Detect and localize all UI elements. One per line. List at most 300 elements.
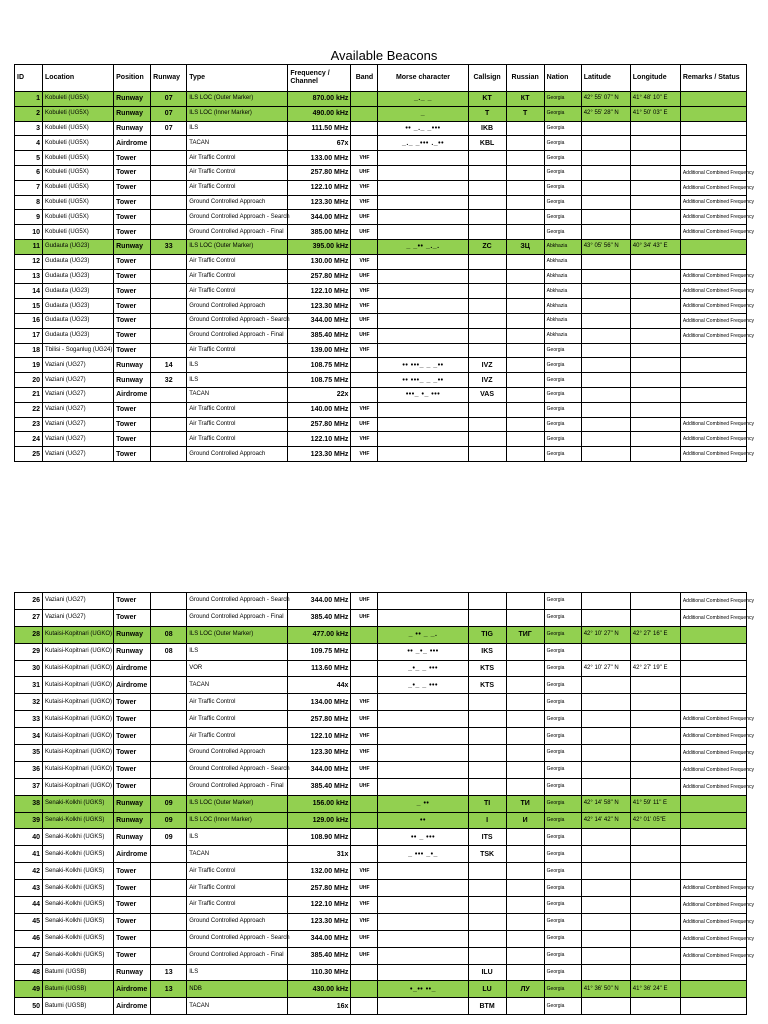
cell-type: TACAN — [187, 136, 288, 151]
cell-remarks: Additional Combined Frequency — [680, 225, 746, 240]
cell-location: Gudauta (UG23) — [43, 328, 114, 343]
cell-id: 50 — [15, 998, 43, 1015]
cell-remarks — [680, 343, 746, 358]
cell-frequency: 122.10 MHz — [288, 284, 351, 299]
column-header-runway: Runway — [151, 65, 187, 92]
cell-russian — [506, 151, 544, 166]
cell-russian — [506, 609, 544, 626]
table-row — [15, 745, 747, 762]
cell-latitude — [581, 761, 630, 778]
table-row — [15, 947, 747, 964]
cell-nation: Abkhazia — [544, 269, 581, 284]
cell-morse — [378, 913, 468, 930]
cell-id: 40 — [15, 829, 43, 846]
cell-russian — [506, 964, 544, 981]
cell-morse — [378, 728, 468, 745]
cell-nation: Georgia — [544, 964, 581, 981]
cell-nation: Georgia — [544, 846, 581, 863]
cell-position: Tower — [114, 778, 151, 795]
cell-band: VHF — [351, 254, 378, 269]
cell-latitude: 42° 55' 28" N — [581, 106, 630, 121]
cell-remarks: Additional Combined Frequency — [680, 417, 746, 432]
cell-band — [351, 136, 378, 151]
table-row — [15, 328, 747, 343]
cell-russian — [506, 677, 544, 694]
cell-position: Tower — [114, 694, 151, 711]
cell-longitude — [630, 728, 680, 745]
cell-russian — [506, 343, 544, 358]
cell-remarks — [680, 829, 746, 846]
cell-frequency: 132.00 MHz — [288, 863, 351, 880]
cell-band: UHF — [351, 880, 378, 897]
cell-remarks — [680, 151, 746, 166]
cell-latitude — [581, 880, 630, 897]
cell-latitude: 42° 55' 07" N — [581, 92, 630, 107]
cell-remarks — [680, 677, 746, 694]
cell-band — [351, 812, 378, 829]
cell-longitude: 41° 48' 10" E — [630, 92, 680, 107]
cell-callsign: TSK — [468, 846, 506, 863]
cell-longitude — [630, 677, 680, 694]
cell-runway: 13 — [151, 964, 187, 981]
cell-nation: Georgia — [544, 930, 581, 947]
table-row — [15, 660, 747, 677]
cell-remarks: Additional Combined Frequency — [680, 432, 746, 447]
cell-position: Airdrome — [114, 136, 151, 151]
cell-longitude — [630, 417, 680, 432]
cell-frequency: 123.30 MHz — [288, 447, 351, 462]
cell-frequency: 140.00 MHz — [288, 402, 351, 417]
cell-runway — [151, 913, 187, 930]
cell-nation: Georgia — [544, 402, 581, 417]
cell-runway: 13 — [151, 981, 187, 998]
cell-id: 17 — [15, 328, 43, 343]
cell-morse — [378, 761, 468, 778]
cell-band — [351, 677, 378, 694]
cell-latitude — [581, 269, 630, 284]
cell-id: 19 — [15, 358, 43, 373]
cell-remarks — [680, 387, 746, 402]
cell-band: UHF — [351, 417, 378, 432]
cell-id: 39 — [15, 812, 43, 829]
cell-longitude — [630, 447, 680, 462]
table-row — [15, 694, 747, 711]
table-row — [15, 373, 747, 388]
cell-runway — [151, 593, 187, 610]
cell-position: Tower — [114, 195, 151, 210]
cell-type: TACAN — [187, 677, 288, 694]
cell-position: Tower — [114, 225, 151, 240]
cell-id: 20 — [15, 373, 43, 388]
table-row — [15, 254, 747, 269]
cell-id: 29 — [15, 643, 43, 660]
cell-callsign — [468, 913, 506, 930]
cell-russian — [506, 947, 544, 964]
cell-band — [351, 660, 378, 677]
cell-position: Tower — [114, 447, 151, 462]
table-row — [15, 846, 747, 863]
cell-morse: _•_ _ ••• — [378, 677, 468, 694]
cell-band — [351, 358, 378, 373]
table-row — [15, 417, 747, 432]
cell-latitude — [581, 593, 630, 610]
cell-band — [351, 121, 378, 136]
cell-location: Tbilisi - Soganlug (UG24) — [43, 343, 114, 358]
cell-location: Kutaisi-Kopitnari (UGKO) — [43, 728, 114, 745]
cell-russian — [506, 863, 544, 880]
cell-runway — [151, 778, 187, 795]
cell-callsign — [468, 711, 506, 728]
cell-longitude — [630, 761, 680, 778]
cell-runway — [151, 180, 187, 195]
cell-nation: Georgia — [544, 432, 581, 447]
cell-callsign: IVZ — [468, 358, 506, 373]
cell-nation: Georgia — [544, 106, 581, 121]
cell-frequency: 385.40 MHz — [288, 947, 351, 964]
cell-position: Runway — [114, 812, 151, 829]
cell-frequency: 257.80 MHz — [288, 711, 351, 728]
table-row — [15, 609, 747, 626]
cell-frequency: 67x — [288, 136, 351, 151]
cell-morse — [378, 432, 468, 447]
cell-band: VHF — [351, 299, 378, 314]
table-row — [15, 106, 747, 121]
cell-band — [351, 998, 378, 1015]
cell-nation: Abkhazia — [544, 313, 581, 328]
cell-nation: Georgia — [544, 136, 581, 151]
cell-position: Runway — [114, 964, 151, 981]
cell-russian — [506, 313, 544, 328]
cell-runway: 07 — [151, 92, 187, 107]
cell-longitude — [630, 745, 680, 762]
cell-band — [351, 239, 378, 254]
cell-longitude — [630, 343, 680, 358]
cell-location: Senaki-Kolkhi (UGKS) — [43, 930, 114, 947]
cell-callsign — [468, 447, 506, 462]
cell-type: Air Traffic Control — [187, 711, 288, 728]
cell-runway: 08 — [151, 626, 187, 643]
cell-nation: Abkhazia — [544, 284, 581, 299]
cell-nation: Georgia — [544, 863, 581, 880]
cell-remarks: Additional Combined Frequency — [680, 609, 746, 626]
cell-morse — [378, 998, 468, 1015]
cell-frequency: 344.00 MHz — [288, 761, 351, 778]
cell-location: Kobuleti (UG5X) — [43, 225, 114, 240]
cell-frequency: 111.50 MHz — [288, 121, 351, 136]
cell-morse — [378, 711, 468, 728]
cell-band — [351, 106, 378, 121]
cell-callsign — [468, 328, 506, 343]
cell-id: 8 — [15, 195, 43, 210]
cell-location: Kutaisi-Kopitnari (UGKO) — [43, 677, 114, 694]
cell-russian — [506, 121, 544, 136]
cell-band — [351, 981, 378, 998]
cell-callsign: KBL — [468, 136, 506, 151]
cell-latitude: 42° 14' 42" N — [581, 812, 630, 829]
cell-remarks: Additional Combined Frequency — [680, 210, 746, 225]
cell-runway — [151, 930, 187, 947]
cell-position: Tower — [114, 728, 151, 745]
cell-longitude — [630, 210, 680, 225]
cell-morse — [378, 299, 468, 314]
cell-nation: Georgia — [544, 195, 581, 210]
cell-band — [351, 626, 378, 643]
cell-runway — [151, 284, 187, 299]
cell-russian — [506, 745, 544, 762]
cell-frequency: 385.40 MHz — [288, 609, 351, 626]
cell-band: UHF — [351, 328, 378, 343]
cell-id: 23 — [15, 417, 43, 432]
cell-id: 25 — [15, 447, 43, 462]
cell-type: TACAN — [187, 846, 288, 863]
cell-longitude: 40° 34' 43" E — [630, 239, 680, 254]
cell-type: Air Traffic Control — [187, 432, 288, 447]
cell-remarks: Additional Combined Frequency — [680, 778, 746, 795]
table-row — [15, 121, 747, 136]
cell-nation: Georgia — [544, 593, 581, 610]
cell-morse — [378, 328, 468, 343]
cell-runway — [151, 447, 187, 462]
cell-frequency: 395.00 kHz — [288, 239, 351, 254]
cell-russian — [506, 913, 544, 930]
column-header-latitude: Latitude — [581, 65, 630, 92]
cell-callsign — [468, 343, 506, 358]
cell-callsign — [468, 313, 506, 328]
cell-remarks — [680, 373, 746, 388]
cell-longitude — [630, 913, 680, 930]
table-row — [15, 778, 747, 795]
cell-type: Ground Controlled Approach - Final — [187, 328, 288, 343]
cell-morse — [378, 313, 468, 328]
cell-band: VHF — [351, 745, 378, 762]
cell-longitude — [630, 284, 680, 299]
cell-latitude — [581, 195, 630, 210]
cell-frequency: 257.80 MHz — [288, 417, 351, 432]
cell-runway — [151, 387, 187, 402]
cell-latitude — [581, 136, 630, 151]
cell-type: Ground Controlled Approach - Search — [187, 313, 288, 328]
cell-runway — [151, 151, 187, 166]
cell-id: 30 — [15, 660, 43, 677]
table-row — [15, 358, 747, 373]
cell-band: VHF — [351, 694, 378, 711]
table-row — [15, 728, 747, 745]
cell-runway — [151, 745, 187, 762]
column-header-longitude: Longitude — [630, 65, 680, 92]
cell-position: Tower — [114, 210, 151, 225]
cell-longitude: 42° 01' 05"E — [630, 812, 680, 829]
cell-russian: КТ — [506, 92, 544, 107]
cell-callsign: ZC — [468, 239, 506, 254]
cell-frequency: 122.10 MHz — [288, 728, 351, 745]
cell-location: Vaziani (UG27) — [43, 358, 114, 373]
cell-remarks — [680, 998, 746, 1015]
cell-id: 2 — [15, 106, 43, 121]
cell-nation: Abkhazia — [544, 299, 581, 314]
cell-nation: Georgia — [544, 778, 581, 795]
cell-type: Ground Controlled Approach - Final — [187, 225, 288, 240]
cell-runway: 09 — [151, 829, 187, 846]
cell-type: ILS — [187, 121, 288, 136]
cell-longitude — [630, 165, 680, 180]
cell-position: Runway — [114, 358, 151, 373]
cell-morse: •_•• ••_ — [378, 981, 468, 998]
cell-callsign — [468, 761, 506, 778]
cell-callsign: KTS — [468, 660, 506, 677]
cell-morse: _•_ _ ••• — [378, 660, 468, 677]
cell-latitude — [581, 210, 630, 225]
cell-remarks — [680, 981, 746, 998]
cell-latitude — [581, 745, 630, 762]
cell-band: VHF — [351, 151, 378, 166]
cell-frequency: 123.30 MHz — [288, 299, 351, 314]
cell-position: Tower — [114, 897, 151, 914]
cell-longitude — [630, 402, 680, 417]
cell-id: 48 — [15, 964, 43, 981]
cell-id: 1 — [15, 92, 43, 107]
cell-band: UHF — [351, 593, 378, 610]
cell-location: Vaziani (UG27) — [43, 417, 114, 432]
cell-russian — [506, 930, 544, 947]
cell-location: Vaziani (UG27) — [43, 402, 114, 417]
cell-runway — [151, 136, 187, 151]
cell-type: NDB — [187, 981, 288, 998]
cell-band: VHF — [351, 897, 378, 914]
cell-location: Kobuleti (UG5X) — [43, 210, 114, 225]
cell-type: ILS LOC (Outer Marker) — [187, 626, 288, 643]
cell-remarks — [680, 106, 746, 121]
cell-frequency: 385.40 MHz — [288, 328, 351, 343]
cell-nation: Georgia — [544, 728, 581, 745]
cell-frequency: 133.00 MHz — [288, 151, 351, 166]
table-row — [15, 299, 747, 314]
cell-runway — [151, 609, 187, 626]
cell-position: Tower — [114, 913, 151, 930]
cell-longitude — [630, 180, 680, 195]
cell-type: ILS LOC (Inner Marker) — [187, 812, 288, 829]
cell-morse — [378, 195, 468, 210]
table-header-row — [15, 65, 747, 92]
cell-latitude: 41° 36' 50" N — [581, 981, 630, 998]
table-row — [15, 930, 747, 947]
cell-morse: •••_ •_ ••• — [378, 387, 468, 402]
cell-id: 18 — [15, 343, 43, 358]
cell-location: Kobuleti (UG5X) — [43, 151, 114, 166]
cell-frequency: 109.75 MHz — [288, 643, 351, 660]
cell-morse — [378, 210, 468, 225]
cell-morse — [378, 778, 468, 795]
cell-morse — [378, 180, 468, 195]
cell-location: Kutaisi-Kopitnari (UGKO) — [43, 660, 114, 677]
cell-nation: Georgia — [544, 225, 581, 240]
cell-frequency: 108.75 MHz — [288, 358, 351, 373]
cell-morse — [378, 694, 468, 711]
cell-location: Senaki-Kolkhi (UGKS) — [43, 897, 114, 914]
cell-location: Gudauta (UG23) — [43, 313, 114, 328]
cell-runway — [151, 402, 187, 417]
cell-location: Gudauta (UG23) — [43, 299, 114, 314]
cell-callsign — [468, 180, 506, 195]
cell-callsign — [468, 778, 506, 795]
cell-nation: Georgia — [544, 180, 581, 195]
cell-russian — [506, 165, 544, 180]
table-row — [15, 447, 747, 462]
cell-latitude — [581, 151, 630, 166]
cell-runway — [151, 432, 187, 447]
cell-remarks — [680, 846, 746, 863]
column-header-nation: Nation — [544, 65, 581, 92]
cell-morse: _ ••• _•_ — [378, 846, 468, 863]
cell-russian — [506, 417, 544, 432]
cell-russian — [506, 432, 544, 447]
cell-type: Air Traffic Control — [187, 694, 288, 711]
cell-latitude — [581, 930, 630, 947]
cell-type: Air Traffic Control — [187, 402, 288, 417]
cell-remarks — [680, 254, 746, 269]
cell-frequency: 123.30 MHz — [288, 195, 351, 210]
cell-band — [351, 92, 378, 107]
cell-id: 21 — [15, 387, 43, 402]
cell-latitude — [581, 447, 630, 462]
cell-type: Air Traffic Control — [187, 165, 288, 180]
cell-runway — [151, 998, 187, 1015]
cell-position: Tower — [114, 947, 151, 964]
cell-frequency: 344.00 MHz — [288, 313, 351, 328]
cell-frequency: 130.00 MHz — [288, 254, 351, 269]
cell-nation: Georgia — [544, 761, 581, 778]
cell-band: UHF — [351, 225, 378, 240]
cell-morse — [378, 447, 468, 462]
cell-russian — [506, 269, 544, 284]
cell-morse — [378, 930, 468, 947]
table-row — [15, 981, 747, 998]
cell-latitude — [581, 829, 630, 846]
cell-russian: ЗЦ — [506, 239, 544, 254]
cell-nation: Georgia — [544, 897, 581, 914]
cell-band: UHF — [351, 947, 378, 964]
cell-type: Ground Controlled Approach - Search — [187, 593, 288, 610]
cell-type: Air Traffic Control — [187, 728, 288, 745]
cell-nation: Georgia — [544, 210, 581, 225]
cell-position: Tower — [114, 402, 151, 417]
table-row — [15, 92, 747, 107]
table-row — [15, 313, 747, 328]
cell-russian — [506, 998, 544, 1015]
cell-morse — [378, 880, 468, 897]
cell-frequency: 44x — [288, 677, 351, 694]
cell-latitude — [581, 373, 630, 388]
cell-frequency: 430.00 kHz — [288, 981, 351, 998]
cell-latitude — [581, 863, 630, 880]
cell-longitude — [630, 643, 680, 660]
cell-latitude — [581, 121, 630, 136]
table-row — [15, 210, 747, 225]
cell-morse: _ — [378, 106, 468, 121]
cell-russian — [506, 299, 544, 314]
cell-runway — [151, 165, 187, 180]
cell-morse — [378, 745, 468, 762]
cell-nation: Georgia — [544, 829, 581, 846]
cell-morse: •• _•_ ••• — [378, 643, 468, 660]
cell-longitude: 41° 50' 03" E — [630, 106, 680, 121]
cell-id: 32 — [15, 694, 43, 711]
cell-id: 44 — [15, 897, 43, 914]
cell-location: Gudauta (UG23) — [43, 254, 114, 269]
cell-location: Senaki-Kolkhi (UGKS) — [43, 829, 114, 846]
cell-nation: Georgia — [544, 795, 581, 812]
table-row — [15, 343, 747, 358]
cell-location: Vaziani (UG27) — [43, 432, 114, 447]
